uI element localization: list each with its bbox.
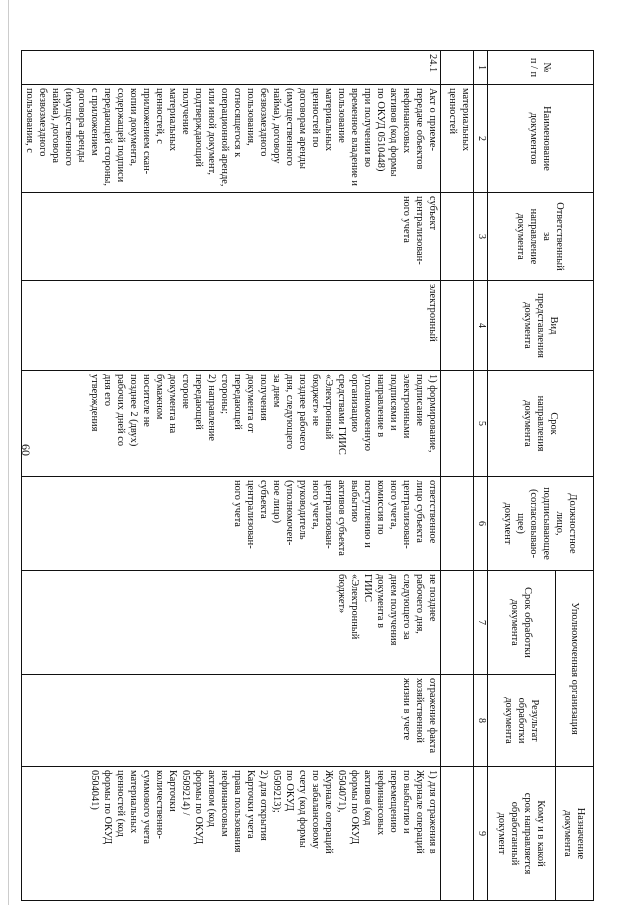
- cell-deadline: 1) формирование, подписание электронными подписями и направление в уполномоченную организацию средствами ГИИС «Электронный бюджет» не позднее рабочего дня, следующего за днем получения документа от передающей стороны; 2) направление передающей стороне документа на бумажном носителе не позднее 2 (двух) рабочих дней со дня его утверждения: [22, 371, 441, 477]
- column-number: 6: [474, 477, 488, 571]
- column-number: 8: [474, 675, 488, 767]
- cell-empty: [441, 675, 474, 767]
- header-signer: Должностное лицо, подписывающее (согласовываю- щее) документ: [488, 477, 594, 571]
- column-number: 2: [474, 85, 488, 193]
- cell-signer: ответственное лицо субъекта централизован- ного учета, комиссия по поступлению и выбытию активов субъекта централизован- ного учета, руководитель (уполномочен- ное лицо) субъекта централизован- ного учета: [22, 477, 441, 571]
- header-responsible: Ответственный за направление документа: [488, 193, 594, 281]
- cell-empty: [441, 767, 474, 901]
- page-number: 60: [19, 444, 33, 456]
- continuation-row: [441, 51, 474, 901]
- header-result: Результат обработки документа: [488, 675, 556, 767]
- cell-empty: [441, 371, 474, 477]
- cell-num: 24.1: [22, 51, 441, 85]
- header-doc-name: Наименование документов: [488, 85, 594, 193]
- cell-processing-deadline: не позднее рабочего дня, следующего за днем получения документа в ГИИС «Электронный бюджет»: [22, 571, 441, 675]
- column-number: 5: [474, 371, 488, 477]
- cell-empty: [441, 51, 474, 85]
- cell-empty: [441, 571, 474, 675]
- header-authorized-org: Уполномоченная организация: [556, 571, 594, 767]
- cell-empty: [441, 477, 474, 571]
- header-destination: Назначение документа: [556, 767, 594, 901]
- cell-responsible: субъект централизован- ного учета: [22, 193, 441, 281]
- document-table: [22, 50, 595, 901]
- header-destination-sub: Кому и в какой срок направляется обработанный документ: [488, 767, 556, 901]
- column-number: 7: [474, 571, 488, 675]
- cell-continued-name: материальных ценностей: [441, 85, 474, 193]
- header-deadline: Срок направления документа: [488, 371, 594, 477]
- column-number: 4: [474, 281, 488, 371]
- header-num: № п / п: [488, 51, 594, 85]
- cell-form: электронный: [22, 281, 441, 371]
- header-form: Вид представления документа: [488, 281, 594, 371]
- cell-empty: [441, 193, 474, 281]
- column-number-row: [474, 51, 488, 901]
- cell-result: отражение факта хозяйственной жизни в учете: [22, 675, 441, 767]
- column-number: 9: [474, 767, 488, 901]
- cell-destination: 1) для отражения в Журнале операций по выбытию и перемещению нефинансовых активов (код формы по ОКУД 0504071), Журнале операций по забалансовому счету (код формы по ОКУД 0509213); 2) для открытия Карточки учета права пользования нефинансовым активом (код формы по ОКУД 0509214) / Карточки количественно- суммового учета материальных ценностей (код формы по ОКУД 0504041): [22, 767, 441, 901]
- cell-empty: [441, 281, 474, 371]
- header-processing-deadline: Срок обработки документа: [488, 571, 556, 675]
- column-number: 3: [474, 193, 488, 281]
- cell-doc-name: Акт о приеме- передаче объектов нефинансовых активов (код формы по ОКУД 0510448) при получении во временное владение и пользование материальных ценностей по договорам аренды (имущественного найма), договору безвозмездного пользования, относящегося к операционной аренде, или иной документ, подтверждающий получение материальных ценностей, с приложением скан- копии документа, содержащей подписи передающей стороны, с приложением договора аренды (имущественного найма), договора безвозмездного пользования, с: [22, 85, 441, 193]
- column-number: 1: [474, 51, 488, 85]
- scan-edge: [8, 0, 9, 905]
- table-row: [22, 51, 441, 901]
